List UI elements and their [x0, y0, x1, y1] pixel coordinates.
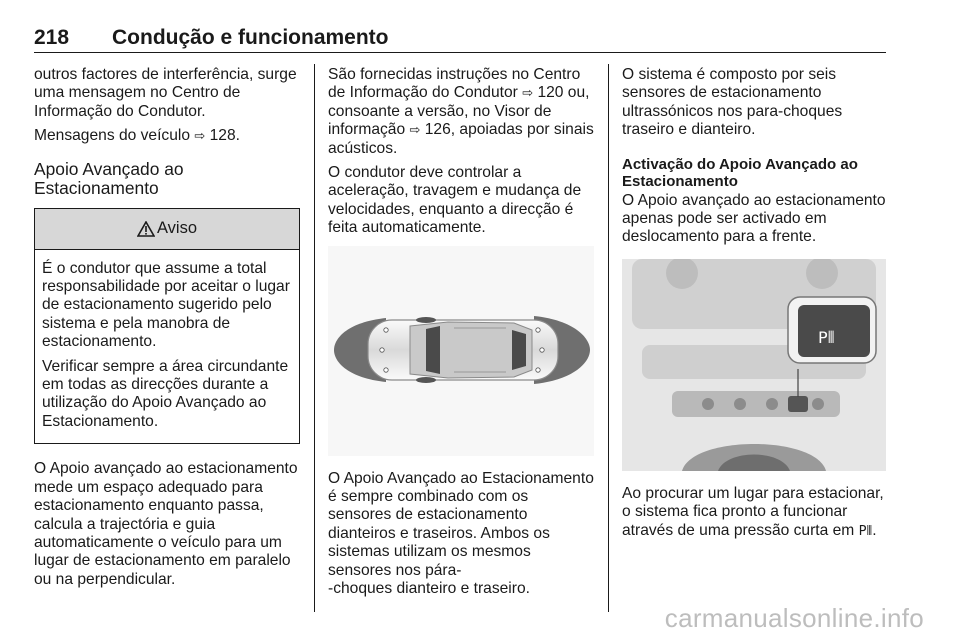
section-heading: Apoio Avançado ao Estacionamento	[34, 158, 184, 198]
column-2	[328, 66, 594, 605]
warning-title: Aviso	[156, 219, 198, 238]
warning-body	[35, 250, 299, 444]
warning-title-bar	[35, 209, 299, 250]
paragraph: São fornecidas instruções no Centro de Informação do Condutor ⇨ 120 ou, consoante a versão, no Visor de informação ⇨ 126, apoiadas por sinais acústicos.	[328, 66, 594, 157]
car-top-view-image	[328, 246, 594, 456]
park-assist-button-image	[622, 259, 886, 471]
park-assist-symbol: P⦀	[818, 327, 835, 347]
paragraph: O Apoio avançado ao estacionamento apenas pode ser activado em deslocamento para a frente.	[622, 191, 886, 246]
park-assist-icon: P⦀	[858, 523, 873, 539]
paragraph: O sistema é composto por seis sensores de estacionamento ultrassónicos nos para-choques traseiro e dianteiro.	[622, 66, 843, 139]
reference-arrow-icon: ⇨	[409, 122, 421, 138]
reference-arrow-icon: ⇨	[194, 128, 206, 144]
page-number: 218	[34, 26, 70, 49]
column-divider	[314, 64, 315, 612]
paragraph: Ao procurar um lugar para estacionar, o sistema fica pronto a funcionar através de uma pressão curta em P⦀.	[622, 484, 884, 539]
paragraph: outros factores de interferência, surge uma mensagem no Centro de Informação do Condutor.	[34, 66, 297, 120]
section-title: Condução e funcionamento	[112, 26, 389, 49]
paragraph: O condutor deve controlar a aceleração, travagem e mudança de velocidades, enquanto a direcção é feita automaticamente.	[328, 164, 582, 237]
warning-triangle-icon	[137, 221, 155, 237]
reference-arrow-icon: ⇨	[522, 85, 534, 101]
subheading: Activação do Apoio Avançado ao Estacionamento	[622, 155, 858, 190]
page-header	[34, 26, 886, 53]
warning-paragraph: Verificar sempre a área circundante em todas as direcções durante a utilização do Apoio Avançado ao Estacionamento.	[42, 357, 289, 430]
column-1	[34, 66, 300, 595]
warning-box	[34, 208, 300, 445]
center-console-illustration	[622, 259, 886, 471]
warning-paragraph: É o condutor que assume a total responsabilidade por aceitar o lugar de estacionamento sugerido pelo sistema e pela manobra de estacionamento.	[42, 259, 290, 351]
paragraph: O Apoio Avançado ao Estacionamento é sempre combinado com os sensores de estacionamento dianteiros e traseiros. Ambos os sistemas utilizam os mesmos sensores nos pára- -choques dianteiro e traseiro.	[328, 469, 594, 598]
watermark: carmanualsonline.info	[664, 603, 924, 633]
paragraph: Mensagens do veículo ⇨ 128.	[34, 127, 240, 145]
column-divider	[608, 64, 609, 612]
paragraph: O Apoio avançado ao estacionamento mede um espaço adequado para estacionamento enquanto passa, calcula a trajectória e guia automaticamente o veículo para um lugar de estacionamento em paralelo ou na perpendicular.	[34, 460, 298, 588]
car-sensor-illustration	[328, 246, 594, 456]
column-3	[622, 66, 886, 547]
